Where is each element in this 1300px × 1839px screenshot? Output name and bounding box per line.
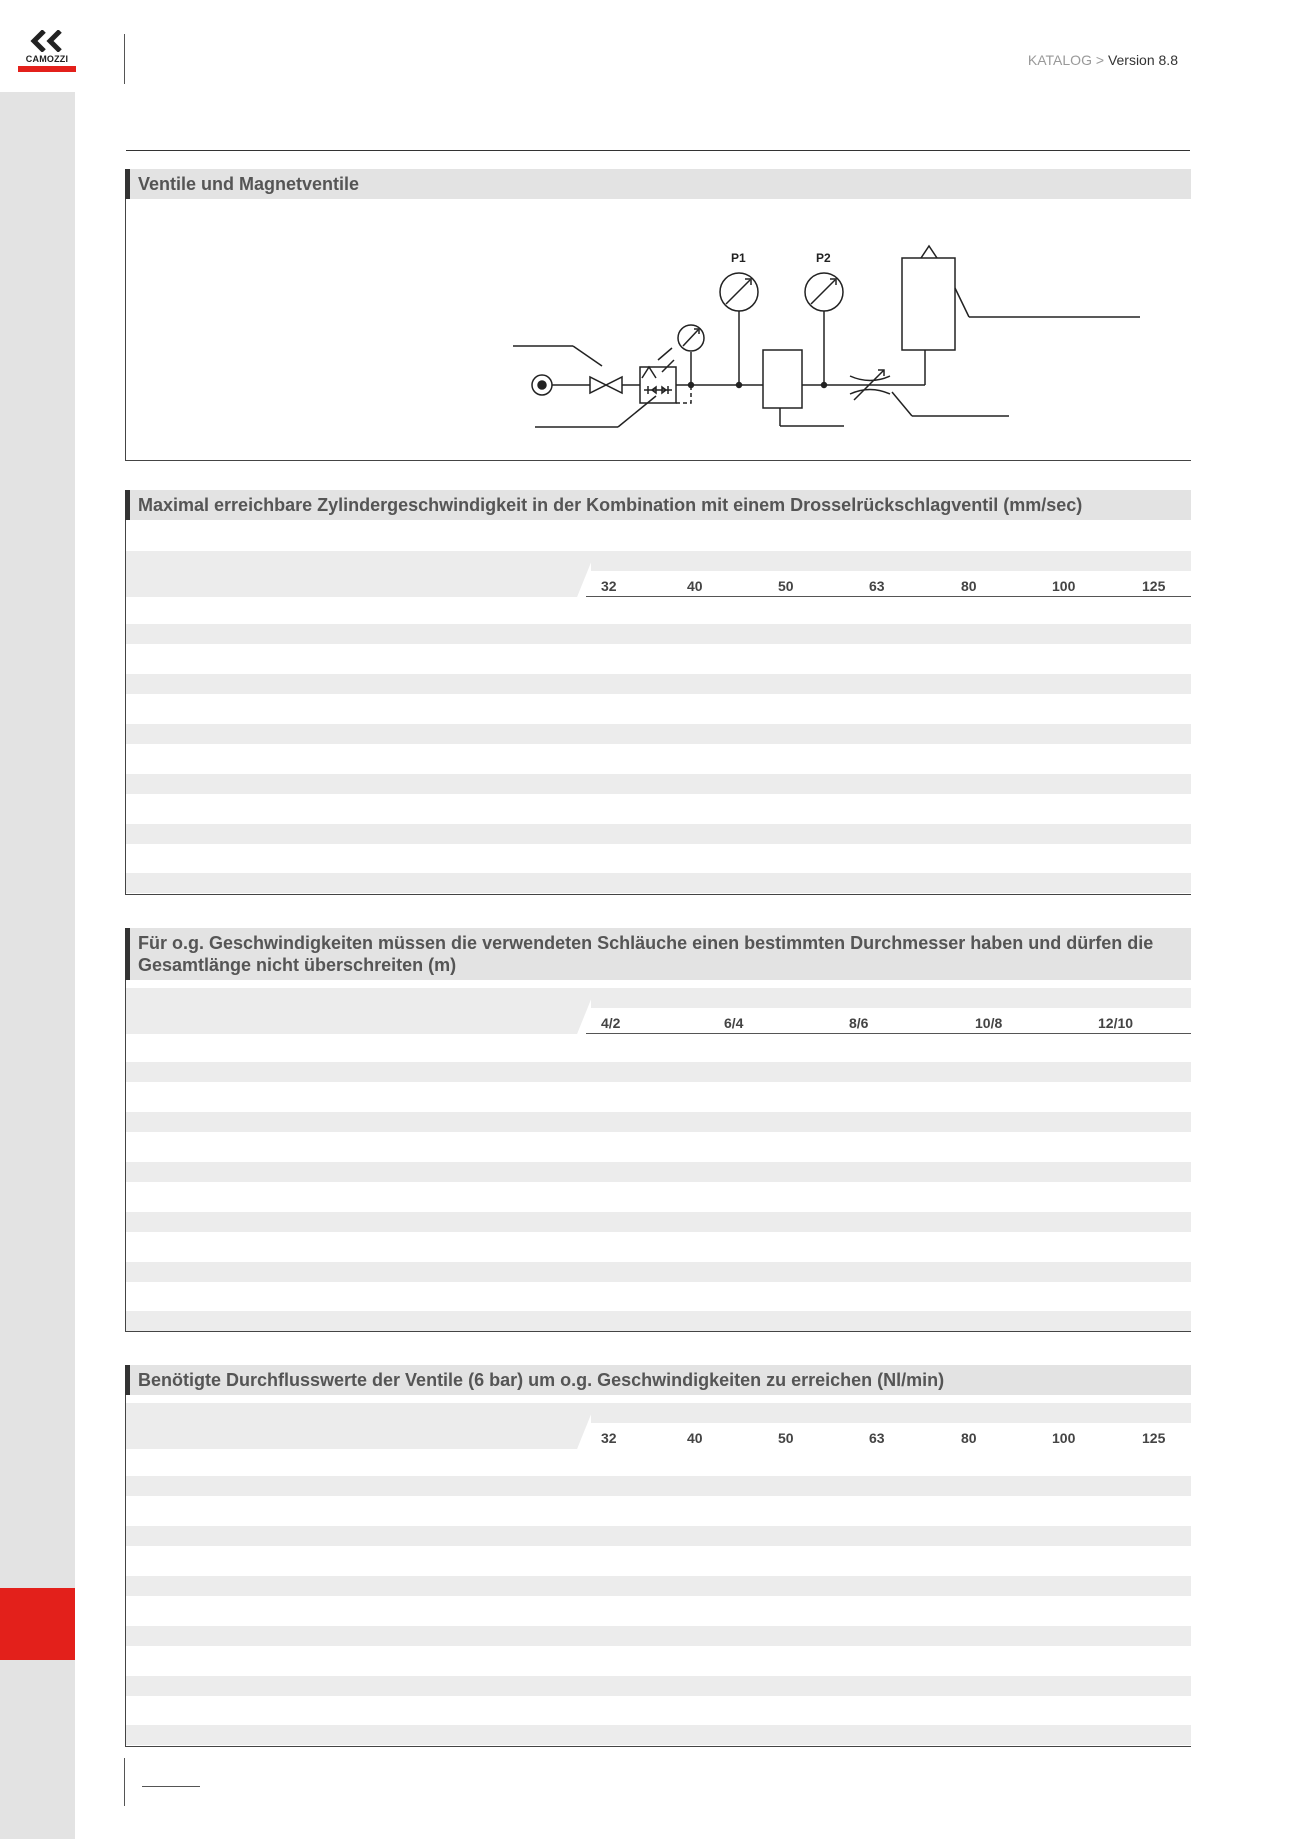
camozzi-logo[interactable]	[18, 30, 76, 76]
column-header: 32	[601, 578, 617, 594]
column-header: 80	[961, 578, 977, 594]
pneumatic-circuit-diagram	[126, 200, 1191, 450]
shutoff-valve	[590, 377, 622, 393]
table-row	[126, 1262, 1191, 1282]
section-tubing	[125, 928, 1191, 1332]
section-flow	[125, 1365, 1191, 1747]
table-row	[126, 1576, 1191, 1596]
column-header: 80	[961, 1430, 977, 1446]
breadcrumb-catalog[interactable]: KATALOG	[1027, 52, 1092, 68]
brand-name: CAMOZZI	[25, 54, 69, 64]
breadcrumb-version: Version 8.8	[1107, 52, 1178, 68]
table-row	[126, 724, 1191, 744]
column-header: 125	[1142, 578, 1166, 594]
column-header: 12/10	[1098, 1015, 1134, 1031]
column-header: 4/2	[601, 1015, 621, 1031]
section-valves-title: Ventile und Magnetventile	[126, 169, 1191, 199]
table-row	[126, 873, 1191, 893]
section-speed	[125, 490, 1191, 895]
header-divider	[124, 34, 125, 84]
gauge-p2-label: P2	[816, 251, 831, 265]
speed-columns	[586, 576, 1191, 597]
tubing-table-header	[126, 988, 1191, 1034]
gauge-p1-label: P1	[731, 251, 746, 265]
section-speed-title: Maximal erreichbare Zylindergeschwindigkeit in der Kombination mit einem Drosselrückschlagventil (mm/sec)	[126, 490, 1191, 520]
test-device	[763, 350, 802, 408]
column-header: 6/4	[724, 1015, 744, 1031]
breadcrumb	[1028, 52, 1178, 68]
table-row	[126, 624, 1191, 644]
column-header: 63	[869, 578, 885, 594]
flow-columns	[586, 1428, 1191, 1448]
column-header: 50	[778, 1430, 794, 1446]
table-row	[126, 1626, 1191, 1646]
section-flow-title: Benötigte Durchflusswerte der Ventile (6 bar) um o.g. Geschwindigkeiten zu erreichen (Nl/min)	[126, 1365, 1191, 1395]
section-valves	[125, 169, 1191, 461]
column-header: 8/6	[849, 1015, 869, 1031]
column-header: 100	[1052, 578, 1076, 594]
table-row	[126, 1476, 1191, 1496]
footer-rule	[142, 1786, 200, 1787]
breadcrumb-separator: >	[1095, 52, 1105, 68]
side-strip-accent	[0, 1588, 75, 1660]
column-header: 40	[687, 578, 703, 594]
speed-table-header	[126, 551, 1191, 597]
column-header: 63	[869, 1430, 885, 1446]
table-row	[126, 1162, 1191, 1182]
column-header: 40	[687, 1430, 703, 1446]
side-strip	[0, 92, 75, 1839]
column-header: 125	[1142, 1430, 1166, 1446]
camozzi-logo-icon	[30, 30, 64, 52]
table-row	[126, 1725, 1191, 1745]
table-row	[126, 674, 1191, 694]
column-header: 10/8	[975, 1015, 1003, 1031]
section-tubing-title: Für o.g. Geschwindigkeiten müssen die verwendeten Schläuche einen bestimmten Durchmesser haben und dürfen die Gesamtlänge nicht überschreiten (m)	[126, 928, 1191, 980]
table-row	[126, 1062, 1191, 1082]
column-header: 50	[778, 578, 794, 594]
table-row	[126, 1526, 1191, 1546]
table-row	[126, 1112, 1191, 1132]
tubing-columns	[586, 1013, 1191, 1034]
header-rule	[126, 150, 1190, 151]
table-row	[126, 1676, 1191, 1696]
table-row	[126, 1311, 1191, 1331]
column-header: 32	[601, 1430, 617, 1446]
table-row	[126, 1212, 1191, 1232]
flow-table-header	[126, 1403, 1191, 1449]
air-tank	[902, 258, 955, 350]
brand-bar	[18, 66, 76, 72]
table-row	[126, 774, 1191, 794]
table-row	[126, 824, 1191, 844]
column-header: 100	[1052, 1430, 1076, 1446]
footer-divider	[124, 1758, 125, 1806]
